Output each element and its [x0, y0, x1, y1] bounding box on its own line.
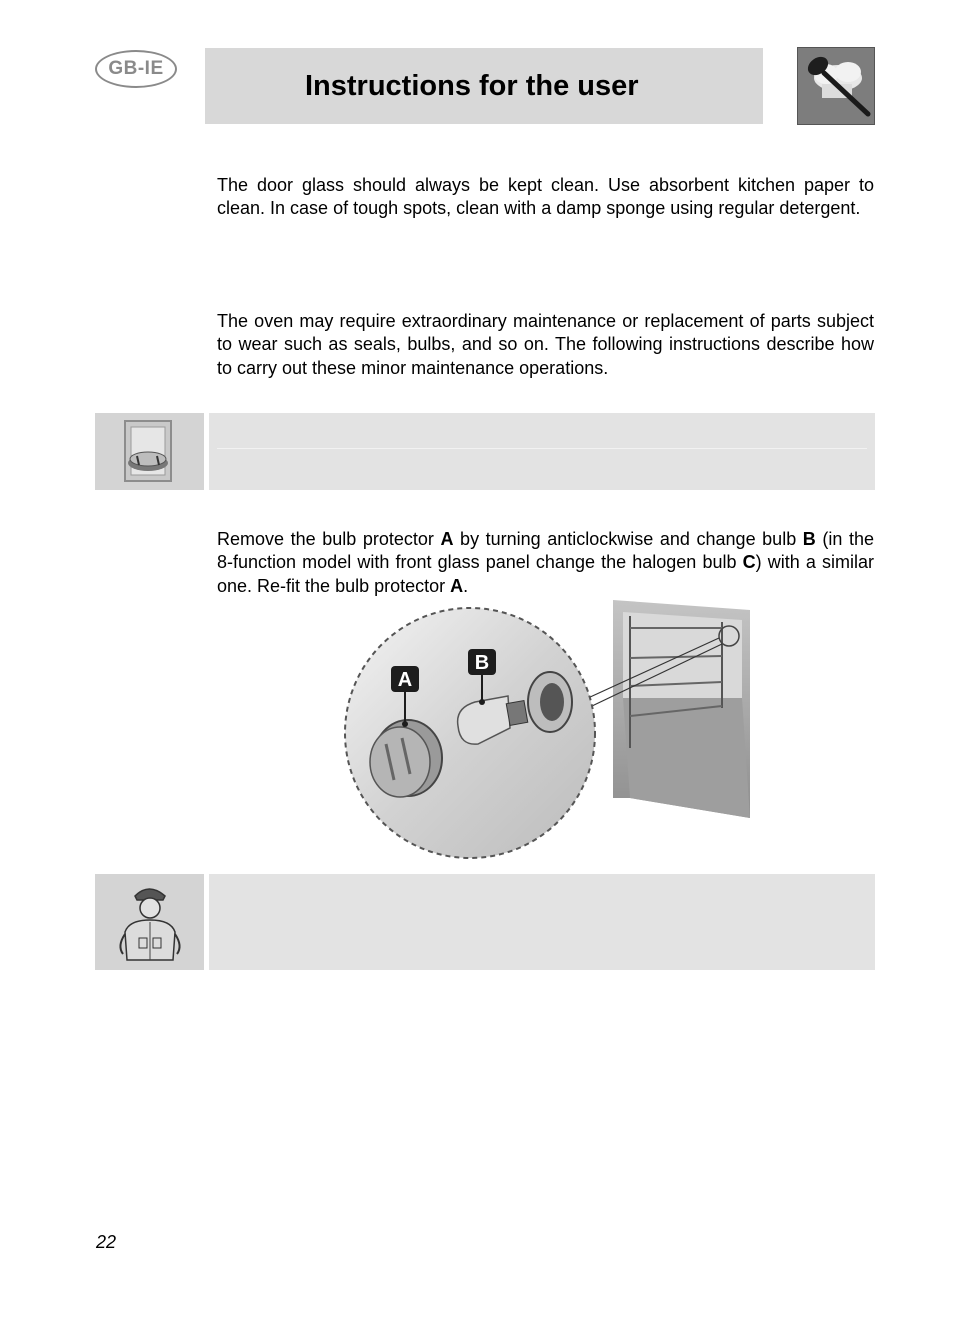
maintenance-paragraph: The oven may require extraordinary maintenance or replacement of parts subject to wear such as seals, bulbs, and so on. The following instructions describe how to carry out these minor maintenance operations.	[217, 311, 874, 378]
bar-text-cell	[209, 413, 875, 490]
bulb-text-4: ) with a similar one. Re-fit the bulb protector	[217, 552, 874, 596]
bulb-replacement-figure	[340, 598, 752, 860]
figure-label-a: A	[397, 669, 413, 691]
door-glass-paragraph: The door glass should always be kept clean. Use absorbent kitchen paper to clean. In case of tough spots, clean with a damp sponge using regular detergent.	[217, 175, 874, 219]
bar-text-cell	[209, 874, 875, 970]
bulb-socket-icon	[95, 413, 204, 490]
bar-icon-cell	[95, 874, 204, 970]
language-badge: GB-IE	[95, 50, 177, 88]
technician-section-bar	[95, 874, 875, 970]
bar-icon-cell	[95, 413, 204, 490]
label-a-inline: A	[440, 529, 454, 549]
label-b-inline: B	[802, 529, 816, 549]
bulb-text-2: by turning anticlockwise and change bulb	[453, 529, 803, 549]
bulb-text-3: (in the 8-function model with front glass panel change the halogen bulb	[217, 529, 874, 573]
title-box	[205, 48, 763, 124]
label-a2-inline: A	[450, 575, 464, 596]
bulb-paragraph	[217, 528, 874, 598]
bulb-text-1: Remove the bulb protector	[217, 529, 441, 549]
label-c-inline: C	[742, 552, 756, 573]
technician-icon	[95, 874, 204, 970]
page-number: 22	[96, 1232, 117, 1252]
bulb-section-bar	[95, 413, 875, 490]
page-title: Instructions for the user	[305, 69, 639, 102]
chef-hat-spoon-icon	[797, 47, 875, 125]
figure-label-b: B	[474, 652, 490, 674]
bulb-text-5: .	[463, 575, 469, 596]
